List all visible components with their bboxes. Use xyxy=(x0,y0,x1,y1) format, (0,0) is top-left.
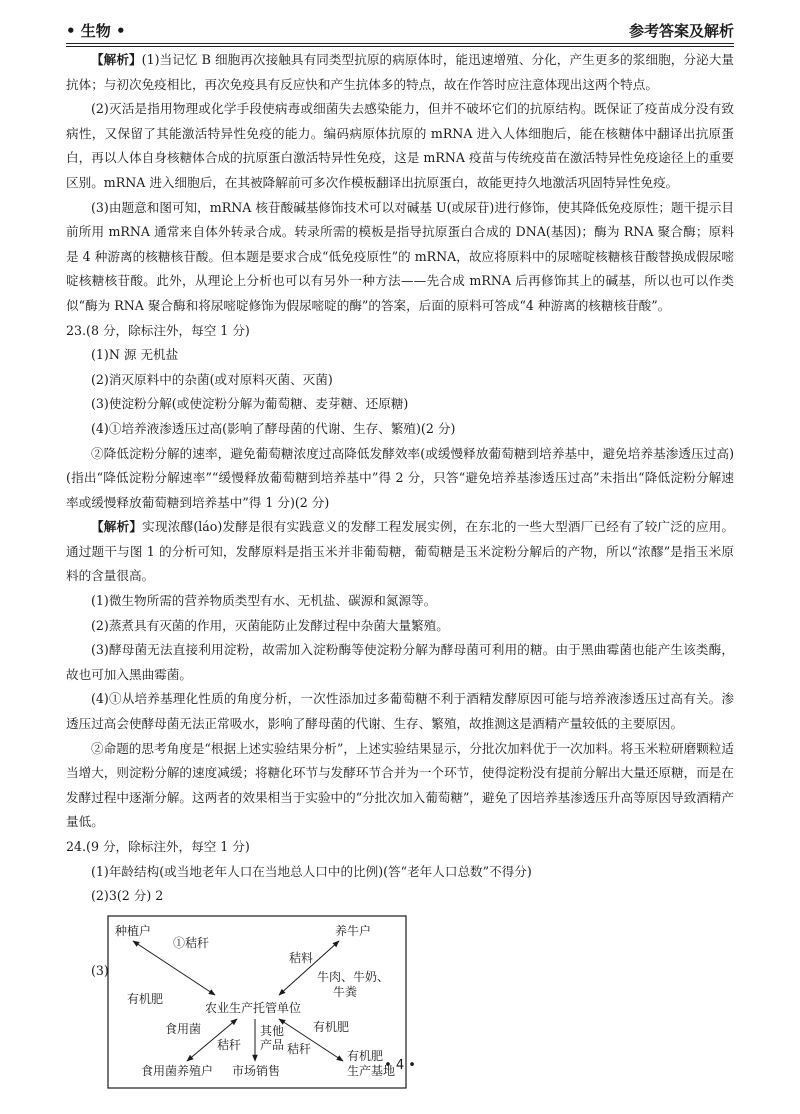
page-header xyxy=(66,20,734,42)
label-mushroom: 食用菌 xyxy=(165,1021,202,1036)
q23-heading: 23.(8 分，除标注外，每空 1 分) xyxy=(66,322,250,338)
q23-analysis-4-1: (4)①从培养基理化性质的角度分析，一次性添加过多葡萄糖不利于酒精发酵原因可能与培养液渗透压过高有关。渗透压过高会使酵母菌无法正常吸水，影响了酵母菌的代谢、生存、繁殖，故推测这是酒精产量较低的主要原因。 xyxy=(66,691,734,732)
q23-answer-4-1: (4)①培养液渗透压过高(影响了酵母菌的代谢、生存、繁殖)(2 分) xyxy=(91,420,456,436)
q22-analysis-p1: 【解析】(1)当记忆 B 细胞再次接触具有同类型抗原的病原体时，能迅速增殖、分化，产生更多的浆细胞，分泌大量抗体；与初次免疫相比，再次免疫具有反应快和产生抗体多的特点，故在作答时应注意体现出这两个特点。 xyxy=(66,52,735,92)
q24-answer-2: (2)3(2 分) 2 xyxy=(91,888,164,904)
q24-heading: 24.(9 分，除标注外，每空 1 分) xyxy=(66,839,250,854)
label-products-1: 牛肉、牛奶、 xyxy=(317,969,390,984)
header-rule xyxy=(66,43,734,44)
arrow-livestock-center xyxy=(279,941,339,995)
node-mushroom: 食用菌养殖户 xyxy=(141,1063,214,1078)
label-feed: 秸料 xyxy=(289,950,314,965)
label-straw-3: 秸秆 xyxy=(287,1041,312,1056)
node-center: 农业生产托管单位 xyxy=(205,1000,302,1015)
node-market: 市场销售 xyxy=(232,1063,281,1078)
subject-label: • 生物 • xyxy=(66,22,126,40)
label-organic-2: 有机肥 xyxy=(313,1019,350,1034)
q22-analysis-p2: (2)灭活是指用物理或化学手段使病毒或细菌失去感染能力，但并不破坏它们的抗原结构。既保证了疫苗成分没有致病性，又保留了其能激活特异性免疫的能力。编码病原体抗原的 mRNA 进入人体细胞后，能在核糖体中翻译出抗原蛋白，再以人体自身核糖体合成的抗原蛋白激活特异性免疫，这是 mRNA 疫苗与传统疫苗在激活特异性免疫途径上的重要区别。mRNA 进入细胞后，在其被降解前可多次作模板翻译出抗原蛋白，故能更持久地激活巩固特异性免疫。 xyxy=(66,101,734,190)
q23-analysis-3: (3)酵母菌无法直接利用淀粉，故需加入淀粉酶等使淀粉分解为酵母菌可利用的糖。由于黑曲霉菌也能产生该类酶，故也可加入黑曲霉菌。 xyxy=(66,642,734,682)
q22-analysis-p3: (3)由题意和图可知，mRNA 核苷酸碱基修饰技术可以对碱基 U(或尿苷)进行修饰，使其降低免疫原性；题干提示目前所用 mRNA 通常来自体外转录合成。转录所需的模板是指导抗原蛋白合成的 DNA(基因)；酶为 RNA 聚合酶；原料是 4 种游离的核糖核苷酸。但本题是要求合成“低免疫原性”的 mRNA，故应将原料中的尿嘧啶核糖核苷酸替换成假尿嘧啶核糖核苷酸。此外，从理论上分析也可以有另外一种方法——先合成 mRNA 后再修饰其上的碱基，所以也可以作类似“酶为 RNA 聚合酶和将尿嘧啶修饰为假尿嘧啶的酶”的答案，后面的原料可答成“4 种游离的核糖核苷酸”。 xyxy=(66,199,734,313)
node-livestock: 养牛户 xyxy=(335,923,372,938)
q24-answer-1: (1)年龄结构(或当地老年人口在当地总人口中的比例)(答“老年人口总数”不得分) xyxy=(91,863,532,879)
label-other-1: 其他 xyxy=(260,1023,285,1038)
node-grower: 种植户 xyxy=(115,923,152,938)
q23-answer-1: (1)N 源 无机盐 xyxy=(91,347,179,363)
node-fertilizer-base-1: 有机肥 xyxy=(347,1048,384,1063)
header-rule-2 xyxy=(66,46,734,47)
q23-analysis-1: (1)微生物所需的营养物质类型有水、无机盐、碳源和氮源等。 xyxy=(91,593,437,609)
q23-answer-2: (2)消灭原料中的杂菌(或对原料灭菌、灭菌) xyxy=(91,371,333,387)
page-number: • 4 • xyxy=(384,1058,416,1073)
q23-answer-4-2: ②降低淀粉分解的速率，避免葡萄糖浓度过高降低发酵效率(或缓慢释放葡萄糖到培养基中，避免培养基渗透压过高)(指出“降低淀粉分解速率”“缓慢释放葡萄糖到培养基中”得 2 分，只答“避免培养基渗透压过高”未指出“降低淀粉分解速率或缓慢释放葡萄糖到培养基中”得 1 分)(2 分) xyxy=(66,445,734,510)
q23-answer-3: (3)使淀粉分解(或使淀粉分解为葡萄糖、麦芽糖、还原糖) xyxy=(91,396,409,412)
q24-answer-3-number: (3) xyxy=(91,962,109,978)
q23-analysis-4-2: ②命题的思考角度是“根据上述实验结果分析”，上述实验结果显示，分批次加料优于一次加料。将玉米粒研磨颗粒适当增大，则淀粉分解的速度减缓；将糖化环节与发酵环节合并为一个环节，使得淀粉没有提前分解出大量还原糖，而是在发酵过程中逐渐分解。这两者的效果相当于实验中的“分批次加入葡萄糖”，避免了因培养基渗透压升高等原因导致酒精产量低。 xyxy=(66,740,734,830)
analysis-tag: 【解析】 xyxy=(91,519,143,535)
label-products-2: 牛粪 xyxy=(333,984,358,999)
q23-analysis-2: (2)蒸煮具有灭菌的作用，灭菌能防止发酵过程中杂菌大量繁殖。 xyxy=(91,617,449,633)
analysis-tag: 【解析】 xyxy=(91,52,142,67)
answer-content xyxy=(66,48,734,1091)
label-straw-1: ①秸秆 xyxy=(173,935,210,950)
label-other-2: 产品 xyxy=(260,1037,285,1052)
label-straw-2: 秸秆 xyxy=(217,1037,242,1052)
node-fertilizer-base-2: 生产基地 xyxy=(347,1063,396,1078)
section-title: 参考答案及解析 xyxy=(628,22,734,40)
label-organic-1: 有机肥 xyxy=(127,991,164,1006)
q23-analysis-intro: 【解析】实现浓醪(láo)发酵是很有实践意义的发酵工程发展实例，在东北的一些大型酒厂已经有了较广泛的应用。通过题干与图 1 的分析可知，发酵原料是指玉米并非葡萄糖，葡萄糖是玉米淀粉分解后的产物，所以“浓醪”是指玉米原料的含量很高。 xyxy=(66,519,734,584)
